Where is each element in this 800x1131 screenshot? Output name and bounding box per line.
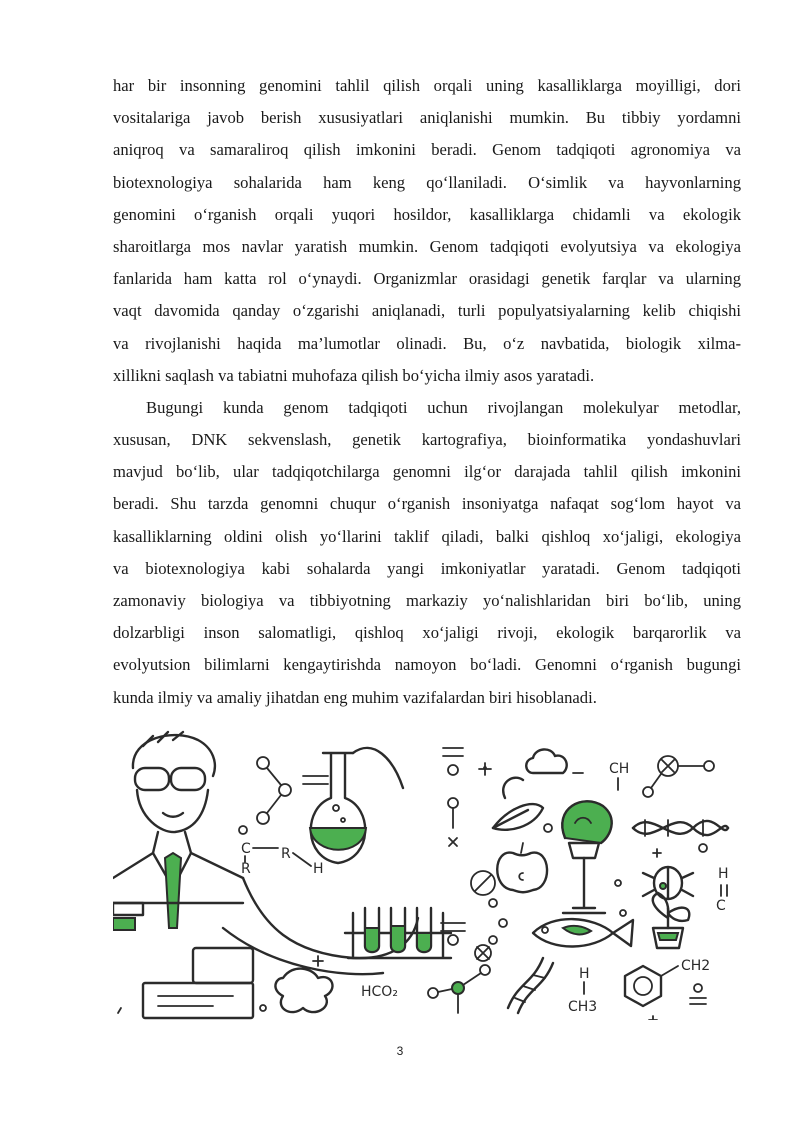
c-label-right: C (716, 898, 726, 914)
test-tube-rack-icon (313, 908, 451, 966)
text-line: evolyutsion bilimlarni kengaytirishda namoyon bo‘ladi. Genomni o‘rganish bugungi (113, 655, 741, 675)
flask-icon (310, 748, 403, 863)
text-line: xususan, DNK sekvenslash, genetik kartografiya, bioinformatika yondashuvlari (113, 430, 741, 450)
cloud-icon (526, 749, 583, 773)
text-line: mavjud bo‘lib, ular tadqiqotchilarga genomni ilg‘or darajada tahlil qilish imkonini (113, 462, 741, 482)
text-line: Bugungi kunda genom tadqiqoti uchun rivojlangan molekulyar metodlar, (146, 397, 741, 417)
benzene-ring-icon (625, 966, 678, 1020)
text-line: kunda ilmiy va amaliy jihatdan eng muhim vazifalardan biri hisoblanadi. (113, 687, 597, 707)
body-text (113, 70, 741, 714)
formula-c: C (241, 841, 251, 857)
text-line: genomini o‘rganish orqali yuqori hosildor, kasalliklarga chidamli va ekologik (113, 204, 741, 224)
equals-symbol (690, 984, 706, 1004)
text-line: beradi. Shu tarzda genomni chuqur o‘rganish insoniyatga nafaqat sog‘lom hayot va (113, 494, 741, 514)
apple-icon (497, 843, 547, 892)
ch3-label: CH3 (568, 999, 598, 1015)
dna-helix-icon (633, 820, 728, 857)
text-line: dolzarbligi inson salomatligi, qishloq xo‘jaligi rivoji, ekologik barqarorlik va (113, 623, 741, 643)
double-bond (721, 885, 727, 896)
bottle-icon (113, 903, 253, 1018)
leaf-icon (493, 778, 552, 832)
text-line: vositalariga javob berish xususiyatlari aniqlanishi mumkin. Bu tibbiy yordamni (113, 108, 741, 128)
bug-icon (643, 867, 693, 899)
plant-icon (653, 893, 690, 948)
molecule-icon (257, 757, 328, 824)
h-label-right: H (718, 866, 729, 882)
paragraph-1 (113, 70, 741, 392)
hco2-label: HCO₂ (361, 984, 398, 1000)
paragraph-2 (113, 392, 741, 714)
text-line: aniqroq va samaraliroq qilish imkonini beradi. Genom tadqiqoti agronomiya va (113, 140, 741, 160)
text-line: biotexnologiya sohalarida ham keng qo‘llaniladi. O‘simlik va hayvonlarning (113, 172, 741, 192)
ch2-label: CH2 (681, 958, 711, 974)
text-line: sharoitlarga mos navlar yaratish mumkin. Genom tadqiqoti evolyutsiya va ekologiya (113, 236, 741, 256)
text-line: va rivojlanishi haqida ma’lumotlar olinadi. Bu, o‘z navbatida, biologik xilma- (113, 333, 741, 353)
h-label: H (579, 966, 590, 982)
text-line: xillikni saqlash va tabiatni muhofaza qilish bo‘yicha ilmiy asos yaratadi. (113, 365, 595, 385)
text-line: vaqt davomida qanday o‘zgarishi aniqlanadi, turli populyatsiyalarning kelib chiqishi (113, 301, 741, 321)
text-line: fanlarida ham katta rol o‘ynaydi. Organizmlar orasidagi genetik farqlar va ularning (113, 269, 741, 289)
formula-r2: R (241, 861, 251, 877)
fish-icon (533, 919, 633, 946)
formula-r: R (281, 846, 291, 862)
ch-label: CH (609, 761, 630, 777)
science-illustration (113, 728, 741, 1020)
molecule-icon-3 (643, 756, 714, 797)
text-line: zamonaviy biologiya va tibbiyotning markaziy yo‘nalishlaridan biri bo‘lib, uning (113, 591, 741, 610)
text-line: kasalliklarning oldini olish yo‘llarini taklif qiladi, balki qishloq xo‘jaligi, ekologiya (113, 526, 741, 546)
bacteria-icon (260, 969, 332, 1013)
symbols-column (441, 748, 507, 945)
science-doodle-svg (113, 728, 741, 1020)
formula-h: H (313, 861, 324, 877)
text-line: har bir insonning genomini tahlil qilish orqali uning kasalliklarga moyilligi, dori (113, 76, 741, 95)
lightbulb-icon (562, 801, 626, 916)
molecule-icon-2 (428, 945, 491, 1013)
page-number: 3 (396, 1044, 404, 1058)
text-line: va biotexnologiya kabi sohalarda yangi imkoniyatlar yaratadi. Genom tadqiqoti (113, 558, 741, 578)
dna-icon (508, 958, 553, 1013)
